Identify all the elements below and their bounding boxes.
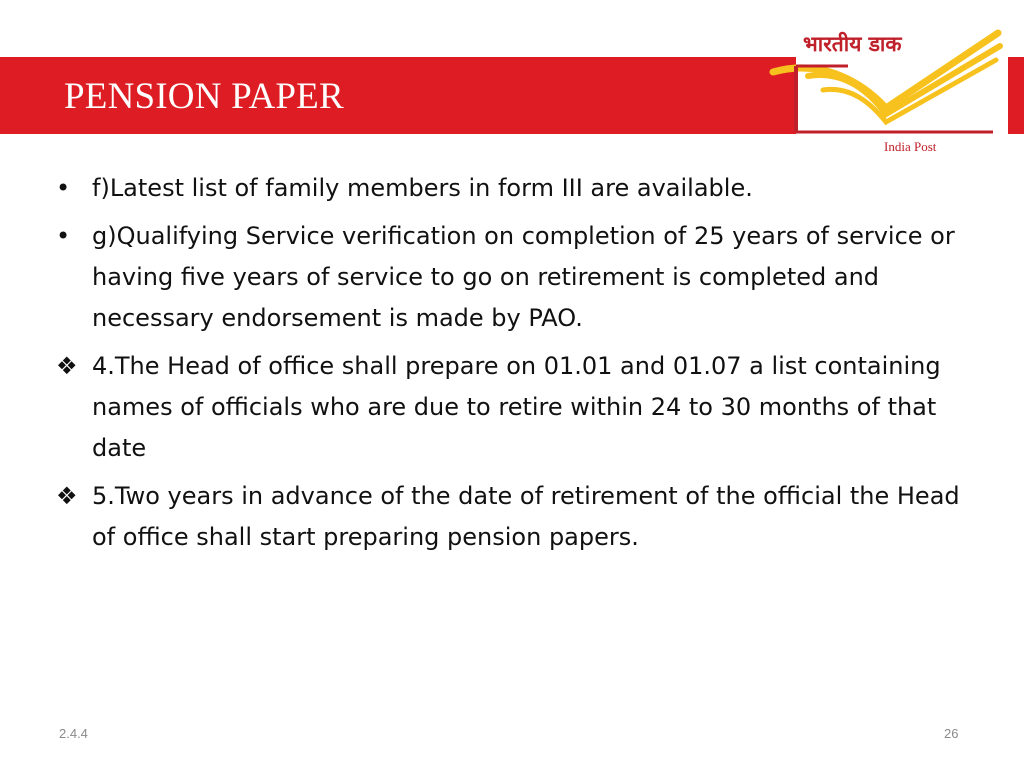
footer-page-number: 26 [944, 726, 959, 741]
logo-english-text: India Post [884, 139, 937, 154]
bullet-text: 4.The Head of office shall prepare on 01.01 and 01.07 a list containing names of officials who are due to retire within 24 to 30 months of that date [92, 352, 941, 462]
bullet-item [56, 216, 976, 339]
dot-bullet-icon: • [56, 222, 71, 250]
four-diamond-bullet-icon: ❖ [56, 352, 78, 380]
bullet-item [56, 476, 976, 558]
bullet-text: g)Qualifying Service verification on completion of 25 years of service or having five years of service to go on retirement is completed and necessary endorsement is made by PAO. [92, 222, 955, 332]
bullet-list [56, 168, 976, 565]
footer-section-number: 2.4.4 [59, 726, 88, 741]
bullet-item [56, 168, 976, 209]
bullet-item [56, 346, 976, 469]
bullet-text: f)Latest list of family members in form III are available. [92, 174, 753, 202]
bullet-text: 5.Two years in advance of the date of retirement of the official the Head of office shall start preparing pension papers. [92, 482, 960, 551]
slide-title: PENSION PAPER [64, 76, 344, 117]
dot-bullet-icon: • [56, 174, 71, 202]
logo-hindi-text: भारतीय डाक [803, 32, 902, 56]
four-diamond-bullet-icon: ❖ [56, 482, 78, 510]
